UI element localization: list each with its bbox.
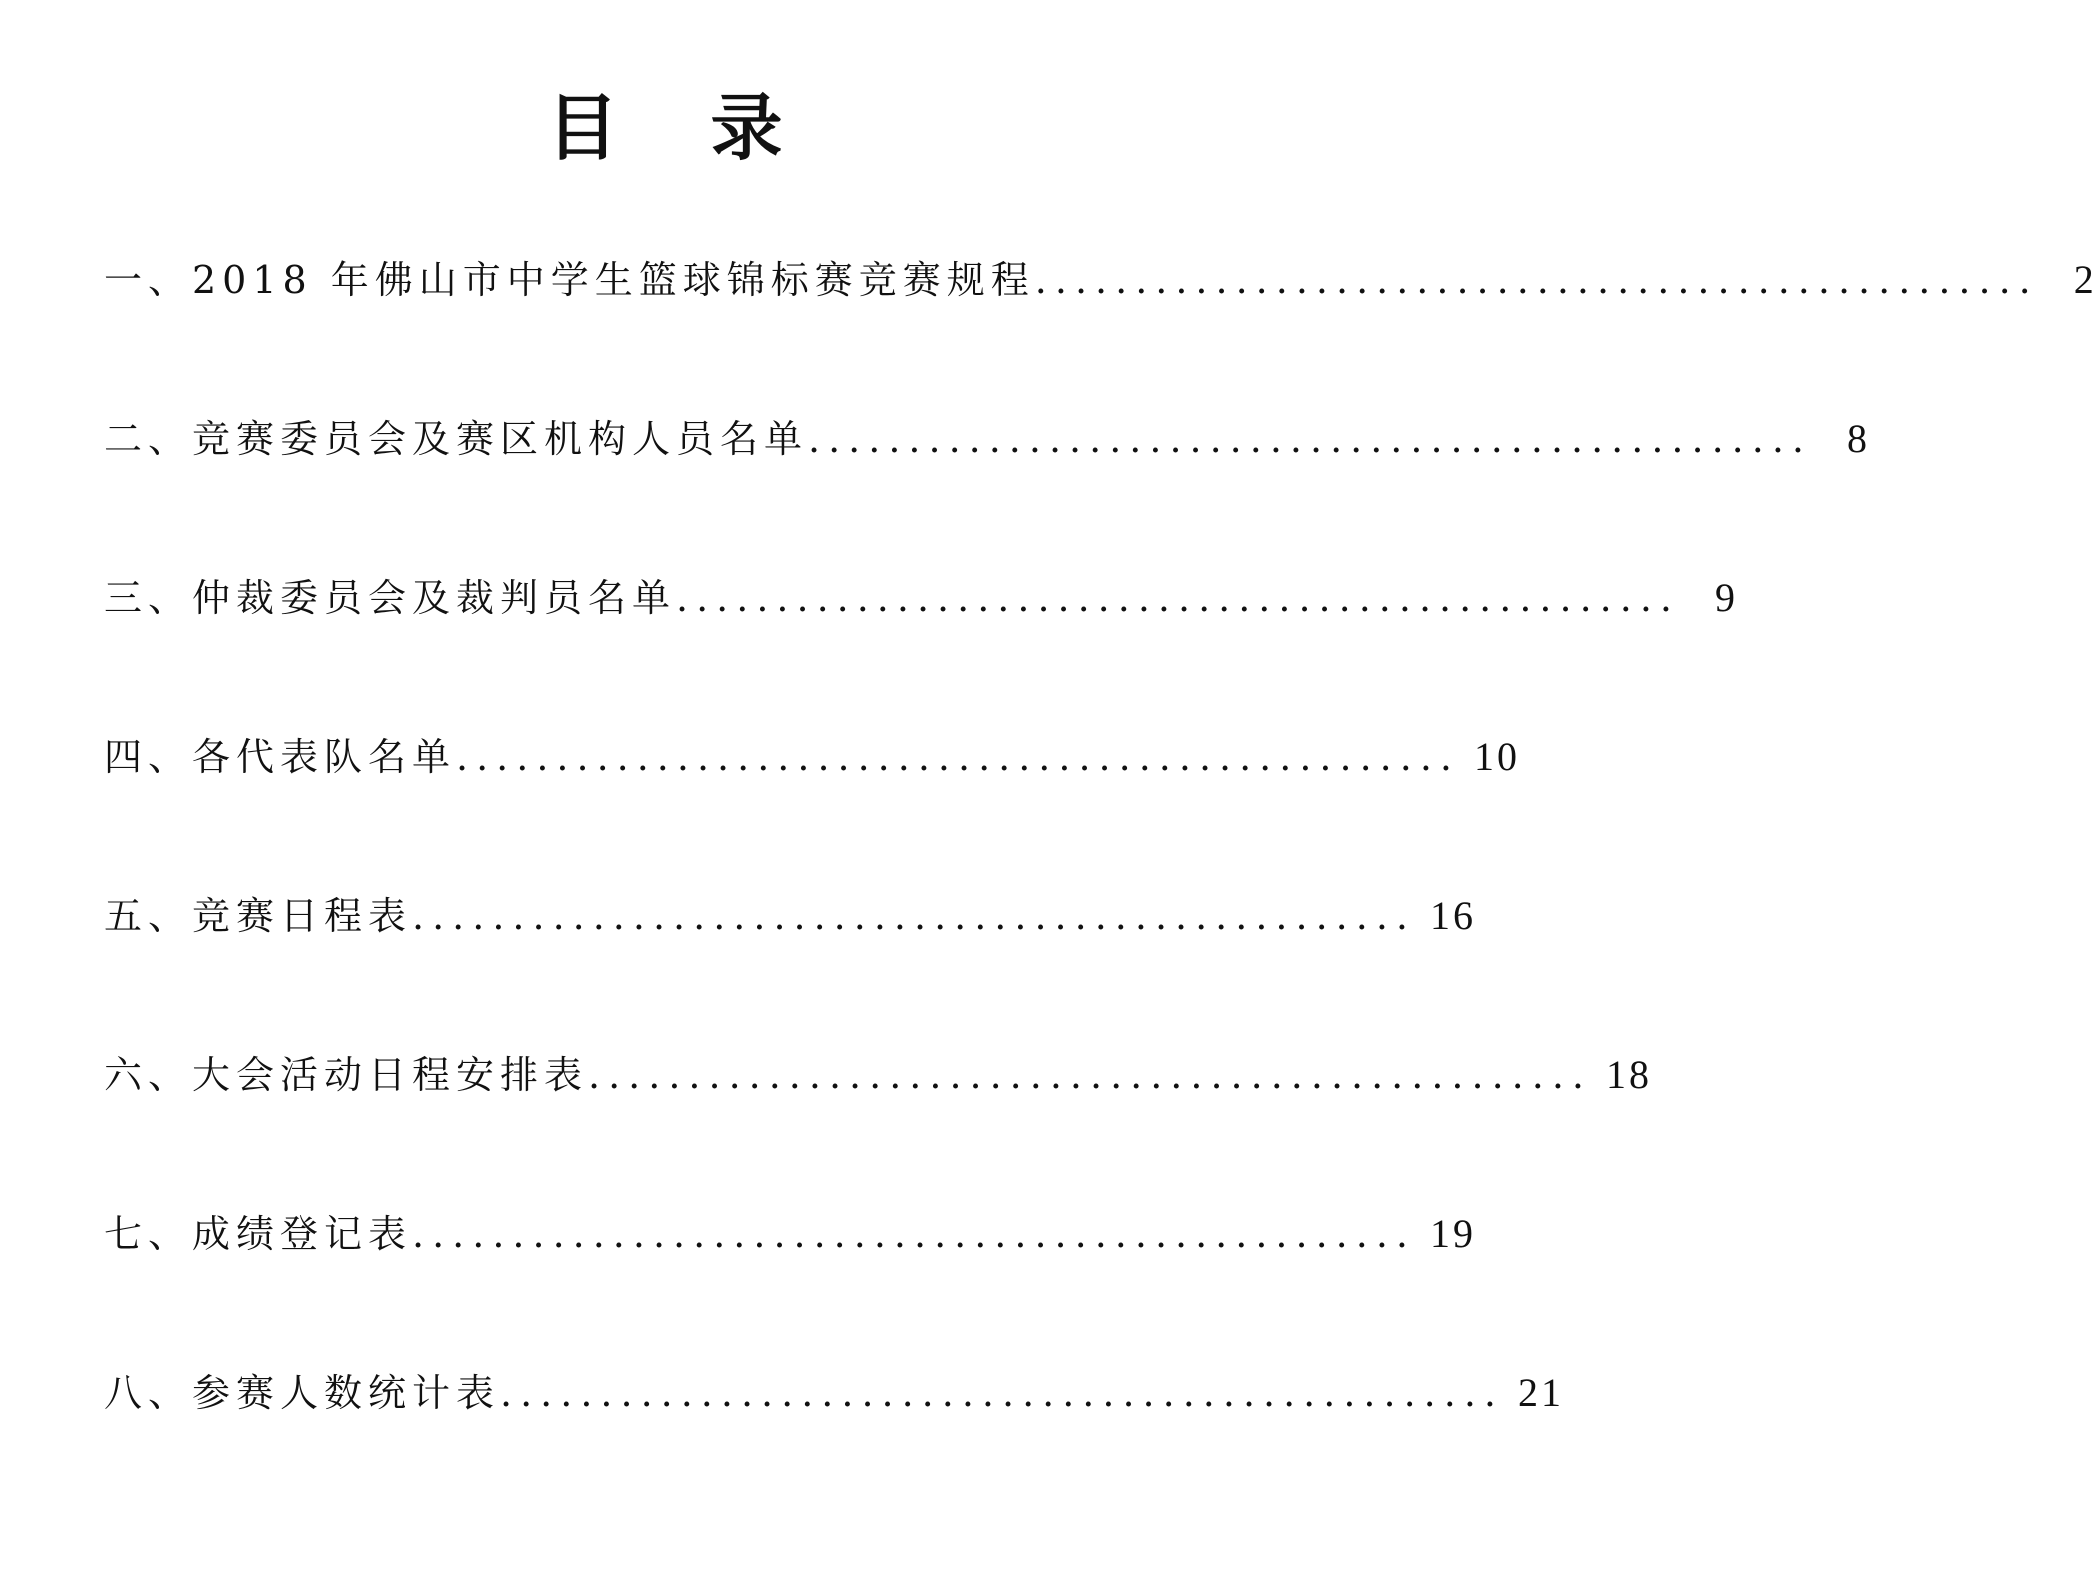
toc-entry-page: 9 — [1714, 575, 1738, 620]
toc-entry[interactable] — [104, 252, 2097, 308]
toc-entry[interactable] — [104, 1047, 1652, 1103]
toc-dot-leader: .................................................. — [1034, 258, 2039, 302]
toc-dot-leader: .................................................. — [500, 1371, 1504, 1415]
toc-entry-page: 16 — [1429, 893, 1476, 938]
toc-dot-leader: .................................................. — [588, 1053, 1592, 1097]
toc-entry-page: 18 — [1605, 1052, 1652, 1097]
toc-dot-leader: .................................................. — [412, 1212, 1416, 1256]
toc-entry-label: 八、参赛人数统计表 — [104, 1371, 501, 1415]
toc-dot-leader: .................................................. — [676, 576, 1680, 620]
toc-dot-leader: .................................................. — [808, 417, 1812, 461]
toc-entry-label: 四、各代表队名单 — [104, 735, 457, 779]
toc-entry-page: 8 — [1846, 416, 1870, 461]
toc-entry-label: 二、竞赛委员会及赛区机构人员名单 — [104, 417, 809, 461]
toc-entry[interactable] — [104, 888, 1476, 944]
toc-entry-page: 2 — [2073, 257, 2097, 302]
toc-entry[interactable] — [104, 1206, 1476, 1262]
toc-entry-label: 五、竞赛日程表 — [104, 894, 413, 938]
toc-dot-leader: .................................................. — [456, 735, 1460, 779]
toc-entry-label: 七、成绩登记表 — [104, 1212, 413, 1256]
toc-entry-page: 10 — [1473, 734, 1520, 779]
toc-entry-label: 一、2018 年佛山市中学生篮球锦标赛竞赛规程 — [104, 258, 1035, 302]
toc-entry[interactable] — [104, 729, 1520, 785]
toc-entry[interactable] — [104, 411, 1870, 467]
toc-title-char-1: 目 — [546, 86, 619, 170]
toc-entry-label: 六、大会活动日程安排表 — [104, 1053, 589, 1097]
toc-title-char-2: 录 — [710, 86, 783, 170]
toc-entry[interactable] — [104, 570, 1738, 626]
toc-entry[interactable] — [104, 1365, 1564, 1421]
toc-entry-page: 21 — [1517, 1370, 1564, 1415]
toc-entry-label: 三、仲裁委员会及裁判员名单 — [104, 576, 677, 620]
toc-entry-page: 19 — [1429, 1211, 1476, 1256]
toc-dot-leader: .................................................. — [412, 894, 1416, 938]
